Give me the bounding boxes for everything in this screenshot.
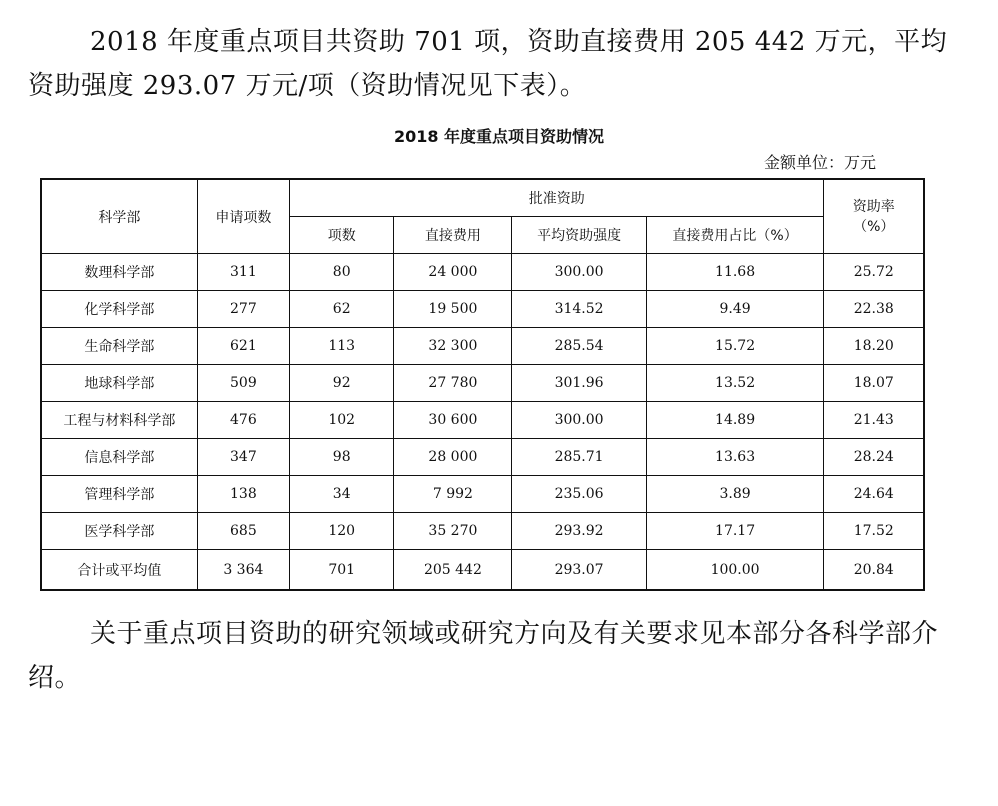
table-row bbox=[41, 254, 924, 291]
cell-rate: 21.43 bbox=[824, 402, 924, 439]
cell-count: 80 bbox=[290, 254, 394, 291]
table-row bbox=[41, 328, 924, 365]
cell-count: 92 bbox=[290, 365, 394, 402]
cell-direct-share: 15.72 bbox=[646, 328, 824, 365]
header-direct-cost: 直接费用 bbox=[394, 217, 512, 254]
cell-applications: 277 bbox=[197, 291, 289, 328]
cell-direct-share: 14.89 bbox=[646, 402, 824, 439]
closing-paragraph: 关于重点项目资助的研究领域或研究方向及有关要求见本部分各科学部介绍。 bbox=[28, 619, 939, 693]
cell-department: 数理科学部 bbox=[41, 254, 197, 291]
cell-direct-share: 13.52 bbox=[646, 365, 824, 402]
table-row bbox=[41, 291, 924, 328]
cell-direct-cost: 24 000 bbox=[394, 254, 512, 291]
cell-direct-cost: 32 300 bbox=[394, 328, 512, 365]
funding-table bbox=[40, 178, 925, 591]
table-row bbox=[41, 402, 924, 439]
cell-count: 120 bbox=[290, 513, 394, 550]
cell-direct-cost: 205 442 bbox=[394, 550, 512, 591]
cell-applications: 138 bbox=[197, 476, 289, 513]
cell-avg-intensity: 285.54 bbox=[512, 328, 646, 365]
cell-avg-intensity: 285.71 bbox=[512, 439, 646, 476]
cell-avg-intensity: 300.00 bbox=[512, 254, 646, 291]
cell-avg-intensity: 235.06 bbox=[512, 476, 646, 513]
cell-avg-intensity: 300.00 bbox=[512, 402, 646, 439]
cell-avg-intensity: 293.07 bbox=[512, 550, 646, 591]
header-count: 项数 bbox=[290, 217, 394, 254]
cell-rate: 18.07 bbox=[824, 365, 924, 402]
cell-department: 医学科学部 bbox=[41, 513, 197, 550]
table-row bbox=[41, 439, 924, 476]
header-avg-intensity: 平均资助强度 bbox=[512, 217, 646, 254]
cell-rate: 28.24 bbox=[824, 439, 924, 476]
cell-rate: 18.20 bbox=[824, 328, 924, 365]
cell-rate: 20.84 bbox=[824, 550, 924, 591]
header-direct-share: 直接费用占比（%） bbox=[646, 217, 824, 254]
cell-direct-share: 11.68 bbox=[646, 254, 824, 291]
table-title: 2018 年度重点项目资助情况 bbox=[393, 127, 605, 146]
cell-direct-share: 9.49 bbox=[646, 291, 824, 328]
cell-department: 地球科学部 bbox=[41, 365, 197, 402]
cell-rate: 22.38 bbox=[824, 291, 924, 328]
cell-direct-cost: 35 270 bbox=[394, 513, 512, 550]
cell-department: 管理科学部 bbox=[41, 476, 197, 513]
cell-direct-cost: 27 780 bbox=[394, 365, 512, 402]
cell-applications: 621 bbox=[197, 328, 289, 365]
cell-count: 102 bbox=[290, 402, 394, 439]
unit-label: 金额单位：万元 bbox=[763, 153, 876, 172]
header-rate-line2: （%） bbox=[853, 218, 895, 235]
cell-count: 113 bbox=[290, 328, 394, 365]
header-rate-line1: 资助率 bbox=[852, 198, 895, 215]
table-row bbox=[41, 365, 924, 402]
cell-count: 62 bbox=[290, 291, 394, 328]
header-approved-group: 批准资助 bbox=[290, 179, 824, 217]
cell-applications: 685 bbox=[197, 513, 289, 550]
cell-department: 合计或平均值 bbox=[41, 550, 197, 591]
cell-avg-intensity: 293.92 bbox=[512, 513, 646, 550]
cell-direct-cost: 28 000 bbox=[394, 439, 512, 476]
cell-avg-intensity: 314.52 bbox=[512, 291, 646, 328]
cell-department: 生命科学部 bbox=[41, 328, 197, 365]
header-applications: 申请项数 bbox=[197, 179, 289, 254]
cell-rate: 24.64 bbox=[824, 476, 924, 513]
table-row bbox=[41, 476, 924, 513]
header-rate bbox=[824, 179, 924, 254]
cell-department: 信息科学部 bbox=[41, 439, 197, 476]
cell-applications: 347 bbox=[197, 439, 289, 476]
cell-direct-cost: 30 600 bbox=[394, 402, 512, 439]
cell-direct-share: 3.89 bbox=[646, 476, 824, 513]
cell-direct-cost: 7 992 bbox=[394, 476, 512, 513]
cell-count: 701 bbox=[290, 550, 394, 591]
cell-rate: 25.72 bbox=[824, 254, 924, 291]
cell-direct-share: 13.63 bbox=[646, 439, 824, 476]
cell-direct-share: 17.17 bbox=[646, 513, 824, 550]
cell-department: 化学科学部 bbox=[41, 291, 197, 328]
cell-applications: 476 bbox=[197, 402, 289, 439]
cell-count: 98 bbox=[290, 439, 394, 476]
cell-applications: 509 bbox=[197, 365, 289, 402]
cell-direct-share: 100.00 bbox=[646, 550, 824, 591]
cell-applications: 3 364 bbox=[197, 550, 289, 591]
header-department: 科学部 bbox=[41, 179, 197, 254]
cell-avg-intensity: 301.96 bbox=[512, 365, 646, 402]
cell-applications: 311 bbox=[197, 254, 289, 291]
cell-department: 工程与材料科学部 bbox=[41, 402, 197, 439]
cell-count: 34 bbox=[290, 476, 394, 513]
table-row-total bbox=[41, 550, 924, 591]
cell-rate: 17.52 bbox=[824, 513, 924, 550]
cell-direct-cost: 19 500 bbox=[394, 291, 512, 328]
table-row bbox=[41, 513, 924, 550]
intro-paragraph: 2018 年度重点项目共资助 701 项，资助直接费用 205 442 万元，平均资助强度 293.07 万元/项（资助情况见下表）。 bbox=[28, 27, 948, 101]
